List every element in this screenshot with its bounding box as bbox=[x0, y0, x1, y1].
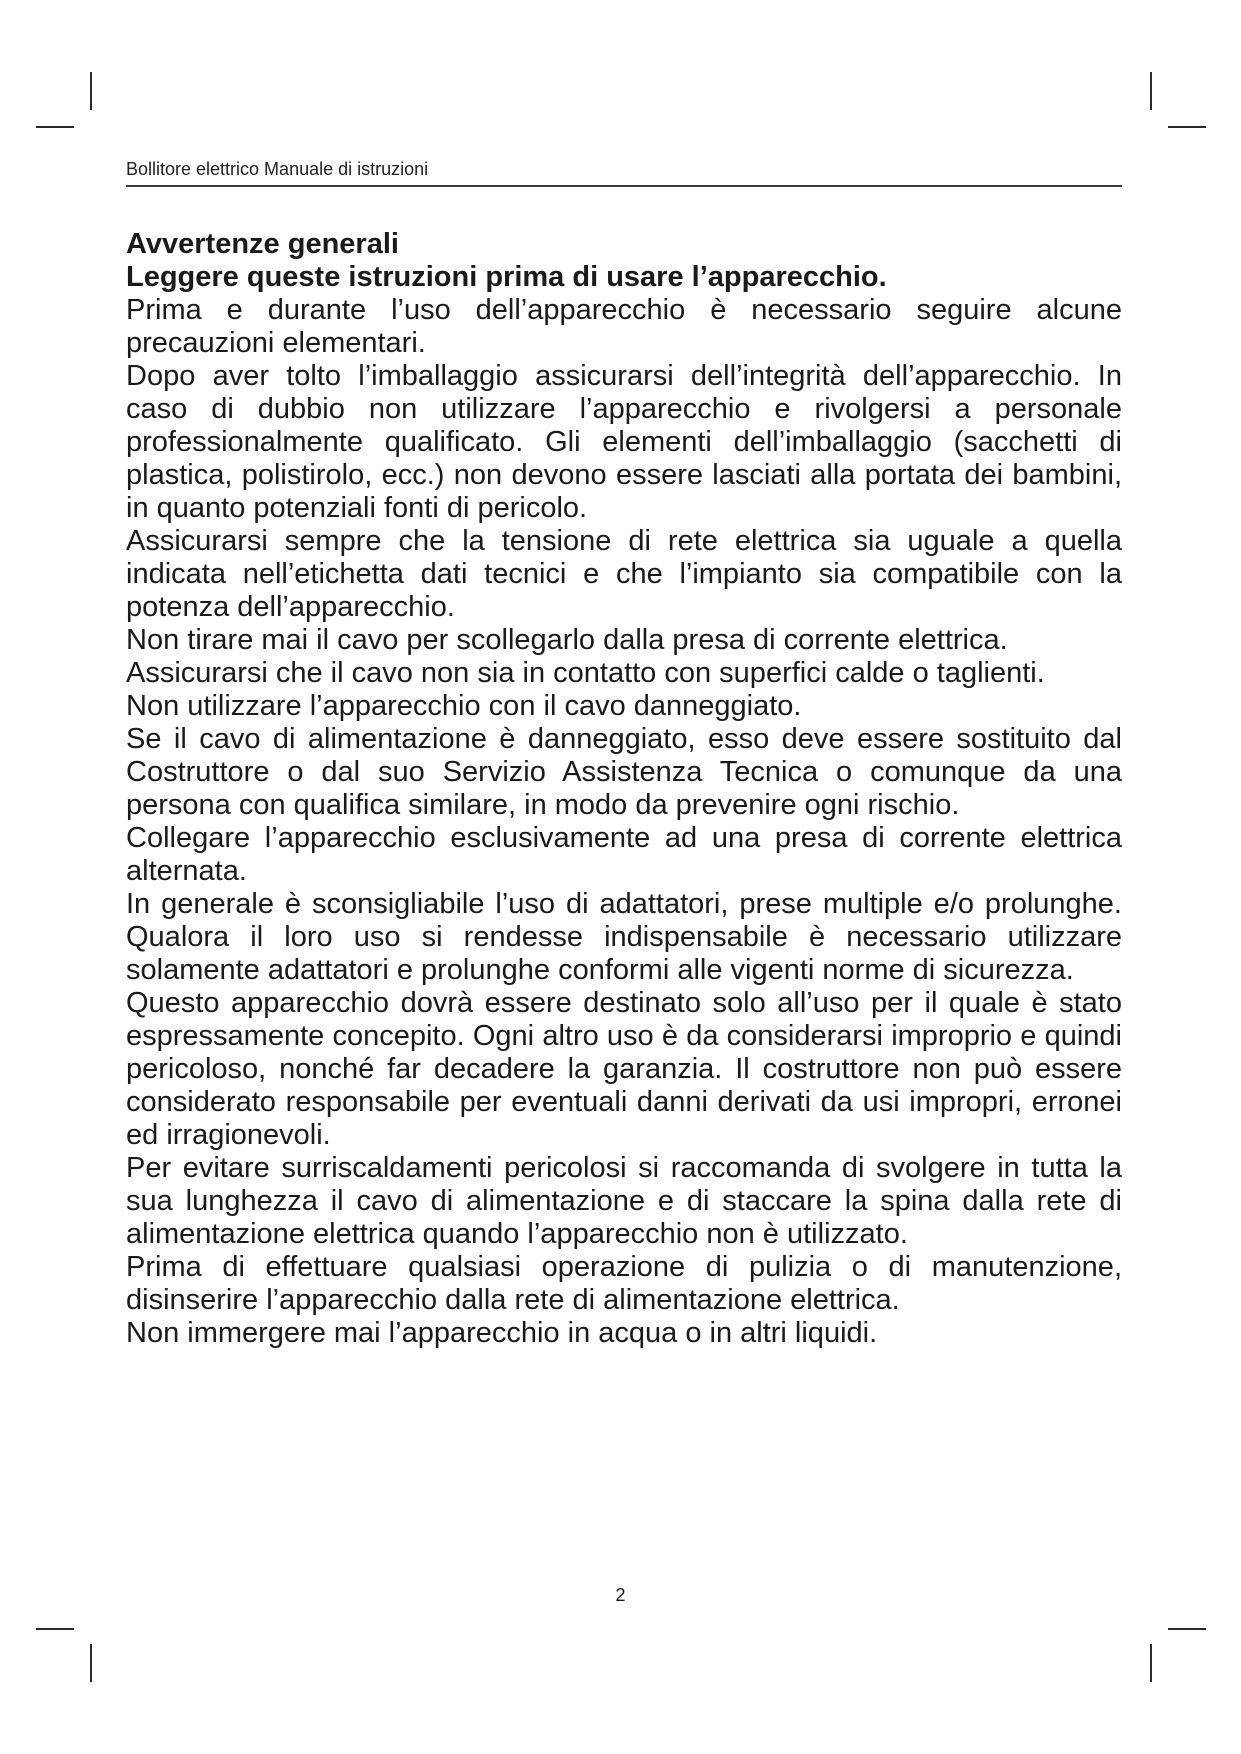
crop-mark-bottom-left-vertical bbox=[90, 1644, 92, 1682]
page-number: 2 bbox=[615, 1585, 626, 1605]
crop-mark-bottom-right-vertical bbox=[1150, 1644, 1152, 1682]
main-content bbox=[126, 228, 1122, 1350]
paragraph-8: Collegare l’apparecchio esclusivamente ad una presa di corrente elettrica alternata. bbox=[126, 822, 1122, 887]
paragraph-12: Prima di effettuare qualsiasi operazione di pulizia o di manutenzione, disinserire l’apparecchio dalla rete di alimentazione elettrica. bbox=[126, 1251, 1122, 1316]
crop-mark-bottom-left-horizontal bbox=[36, 1628, 74, 1630]
paragraph-10: Questo apparecchio dovrà essere destinato solo all’uso per il quale è stato espressamente concepito. Ogni altro uso è da considerarsi improprio e quindi pericoloso, nonché far decadere la garanzia. Il costruttore non può essere considerato responsabile per eventuali danni derivati da usi impropri, erronei ed irragionevoli. bbox=[126, 987, 1122, 1151]
crop-mark-bottom-right-horizontal bbox=[1168, 1628, 1206, 1630]
crop-mark-top-left-vertical bbox=[90, 72, 92, 110]
header-divider bbox=[126, 185, 1122, 187]
section-title: Avvertenze generali bbox=[126, 228, 399, 260]
paragraph-2: Dopo aver tolto l’imballaggio assicurarsi dell’integrità dell’apparecchio. In caso di dubbio non utilizzare l’apparecchio e rivolgersi a personale professionalmente qualificato. Gli elementi dell’imballaggio (sacchetti di plastica, polistirolo, ecc.) non devono essere lasciati alla portata dei bambini, in quanto potenziali fonti di pericolo. bbox=[126, 360, 1122, 524]
paragraph-13: Non immergere mai l’apparecchio in acqua o in altri liquidi. bbox=[126, 1317, 878, 1349]
running-header: Bollitore elettrico Manuale di istruzioni bbox=[126, 159, 429, 179]
crop-mark-top-right-horizontal bbox=[1168, 126, 1206, 128]
section-subtitle: Leggere queste istruzioni prima di usare l’apparecchio. bbox=[126, 261, 887, 293]
paragraph-6: Non utilizzare l’apparecchio con il cavo danneggiato. bbox=[126, 690, 802, 722]
paragraph-9: In generale è sconsigliabile l’uso di adattatori, prese multiple e/o prolunghe. Qualora il loro uso si rendesse indispensabile è necessario utilizzare solamente adattatori e prolunghe conformi alle vigenti norme di sicurezza. bbox=[126, 888, 1122, 986]
paragraph-7: Se il cavo di alimentazione è danneggiato, esso deve essere sostituito dal Costruttore o dal suo Servizio Assistenza Tecnica o comunque da una persona con qualifica similare, in modo da prevenire ogni rischio. bbox=[126, 723, 1122, 821]
paragraph-5: Assicurarsi che il cavo non sia in contatto con superfici calde o taglienti. bbox=[126, 657, 1045, 689]
paragraph-4: Non tirare mai il cavo per scollegarlo dalla presa di corrente elettrica. bbox=[126, 624, 1008, 656]
crop-mark-top-left-horizontal bbox=[36, 126, 74, 128]
crop-mark-top-right-vertical bbox=[1150, 72, 1152, 110]
paragraph-11: Per evitare surriscaldamenti pericolosi si raccomanda di svolgere in tutta la sua lunghezza il cavo di alimentazione e di staccare la spina dalla rete di alimentazione elettrica quando l’apparecchio non è utilizzato. bbox=[126, 1152, 1122, 1250]
paragraph-1: Prima e durante l’uso dell’apparecchio è necessario seguire alcune precauzioni elementari. bbox=[126, 294, 1122, 359]
paragraph-3: Assicurarsi sempre che la tensione di rete elettrica sia uguale a quella indicata nell’etichetta dati tecnici e che l’impianto sia compatibile con la potenza dell’apparecchio. bbox=[126, 525, 1122, 623]
